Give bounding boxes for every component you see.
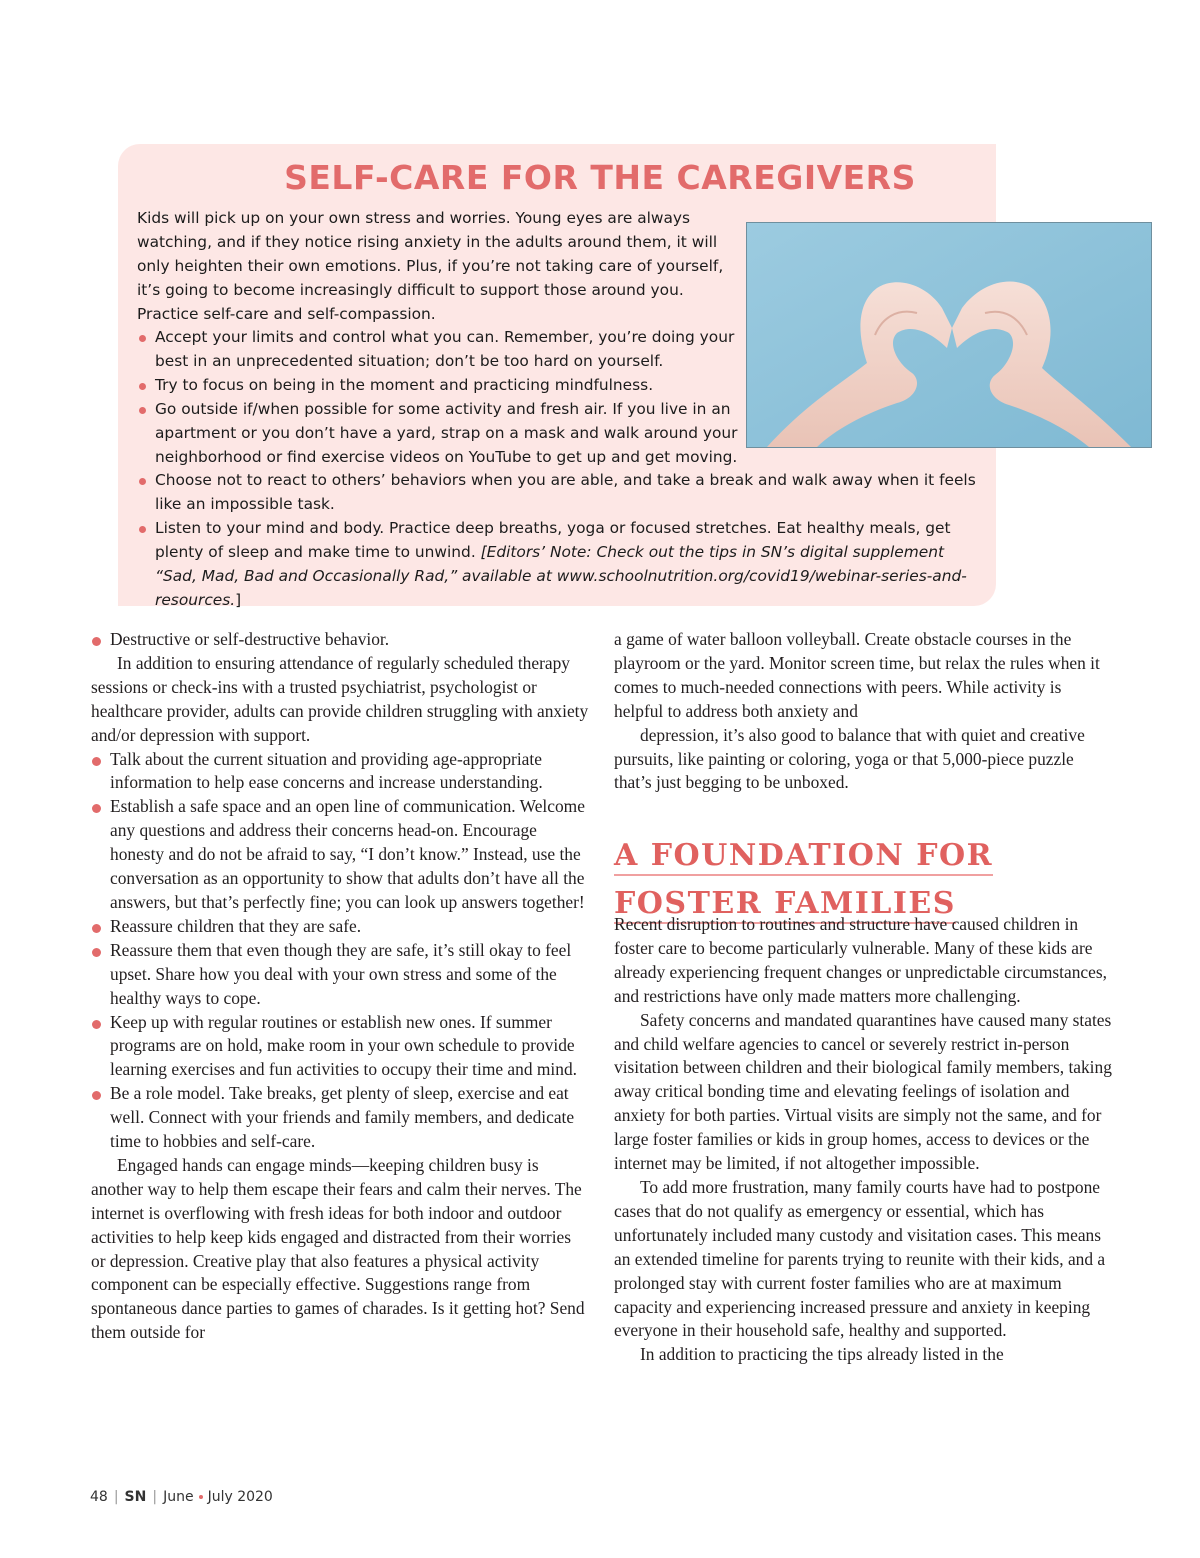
paragraph: depression, it’s also good to balance that with quiet and creative pursuits, like painting or coloring, yoga or that 5,000-piece puzzle that’s just begging to be unboxed. [614,724,1085,793]
sidebar-bullet: Choose not to react to others’ behaviors when you are able, and take a break and walk away when it feels like an impossible task. [137,469,987,517]
page-number: 48 [90,1489,108,1505]
magazine-name: SN [124,1489,147,1505]
sidebar-bullet-text: Listen to your mind and body. Practice deep breaths, yoga or focused stretches. Eat healthy meals, get plenty of sleep and make time to unwind. [155,519,951,562]
list-item: Reassure them that even though they are safe, it’s still okay to feel upset. Share how you deal with your own stress and some of the healthy ways to cope. [91,939,589,1011]
list-item: Talk about the current situation and providing age-appropriate information to help ease concerns and increase understanding. [91,748,589,796]
headline-line-1: A FOUNDATION FOR [614,838,993,876]
sidebar-title: SELF-CARE FOR THE CAREGIVERS [284,158,916,197]
paragraph: Recent disruption to routines and structure have caused children in foster care to become particularly vulnerable. Many of these kids are already experiencing frequent changes or unpredictable circumstances, and restrictions have only made matters more challenging. [614,914,1107,1006]
paragraph: In addition to ensuring attendance of regularly scheduled therapy sessions or check-ins with a trusted psychiatrist, psychologist or healthcare provider, adults can provide children struggling with anxiety and/or depression with support. [91,652,589,745]
sidebar-bullet-last [137,517,987,613]
list-item: Keep up with regular routines or establish new ones. If summer programs are on hold, make room in your own schedule to provide learning exercises and fun activities to occupy their time and mind. [91,1011,589,1083]
list-item: Be a role model. Take breaks, get plenty of sleep, exercise and eat well. Connect with your friends and family members, and dedicate time to hobbies and self-care. [91,1082,589,1154]
left-column [91,628,589,1345]
right-column-bottom [614,913,1114,1367]
paragraph: Engaged hands can engage minds—keeping children busy is another way to help them escape their fears and calm their nerves. The internet is overflowing with fresh ideas for both indoor and outdoor activities to help keep kids engaged and distracted from their worries or depression. Creative play that also features a physical activity component can be especially effective. Suggestions range from spontaneous dance parties to games of charades. Is it getting hot? Send them outside for [91,1154,585,1343]
list-item: Establish a safe space and an open line of communication. Welcome any questions and address their concerns head-on. Encourage honesty and do not be afraid to say, “I don’t know.” Instead, use the conversation as an opportunity to show that adults don’t have all the answers, but that’s perfectly fine; you can look up answers together! [91,795,589,915]
paragraph: a game of water balloon volleyball. Create obstacle courses in the playroom or the yard. Monitor screen time, but relax the rules when it comes to much-needed connections with peers. While activity is helpful to address both anxiety and [614,629,1100,721]
editors-note: [Editors’ Note: Check out the tips in SN’s digital supplement “Sad, Mad, Bad and Occasionally Rad,” available at www.schoolnutrition.org/covid19/webinar-series-and-resources. [155,543,967,609]
bullet-separator-icon [199,1495,203,1499]
page-footer: 48 | SN | June July 2020 [90,1489,273,1505]
right-column-top [614,628,1114,795]
issue-month-end: July 2020 [207,1489,273,1505]
paragraph: To add more frustration, many family courts have had to postpone cases that do not qualify as emergency or essential, which has unfortunately included many custody and visitation cases. This means an extended timeline for parents trying to reunite with their kids, and a prolonged stay with current foster families who are at maximum capacity and experiencing increased pressure and anxiety in keeping everyone in their household safe, healthy and supported. [614,1176,1106,1341]
list-item: Destructive or self-destructive behavior. [91,628,589,652]
sidebar-bullet: Go outside if/when possible for some activity and fresh air. If you live in an apartment or you don’t have a yard, strap on a mask and walk around your neighborhood or find exercise videos on YouTube to get up and get moving. [137,398,745,470]
sidebar-bullet-list [137,326,987,613]
issue-month-start: June [163,1489,194,1505]
sidebar-intro: Kids will pick up on your own stress and worries. Young eyes are always watching, and if they notice rising anxiety in the adults around them, it will only heighten their own emotions. Plus, if you’re not taking care of yourself, it’s going to become increasingly difficult to support those around you. Practice self-care and self-compassion. [137,209,724,323]
list-item: Reassure children that they are safe. [91,915,589,939]
headline-line-2: FOSTER FAMILIES [614,886,956,924]
sidebar-bullet: Try to focus on being in the moment and practicing mindfulness. [137,374,745,398]
sidebar-bullet: Accept your limits and control what you can. Remember, you’re doing your best in an unprecedented situation; don’t be too hard on yourself. [137,326,745,374]
paragraph: Safety concerns and mandated quarantines have caused many states and child welfare agencies to cancel or severely restrict in-person visitation between children and their biological family members, taking away critical bonding time and elevating feelings of isolation and anxiety for both parties. Virtual visits are simply not the same, and for large foster families or kids in group homes, access to devices or the internet may be limited, if not altogether impossible. [614,1009,1112,1174]
editors-note-close: ] [235,590,242,609]
paragraph: In addition to practicing the tips already listed in the [640,1344,1004,1365]
